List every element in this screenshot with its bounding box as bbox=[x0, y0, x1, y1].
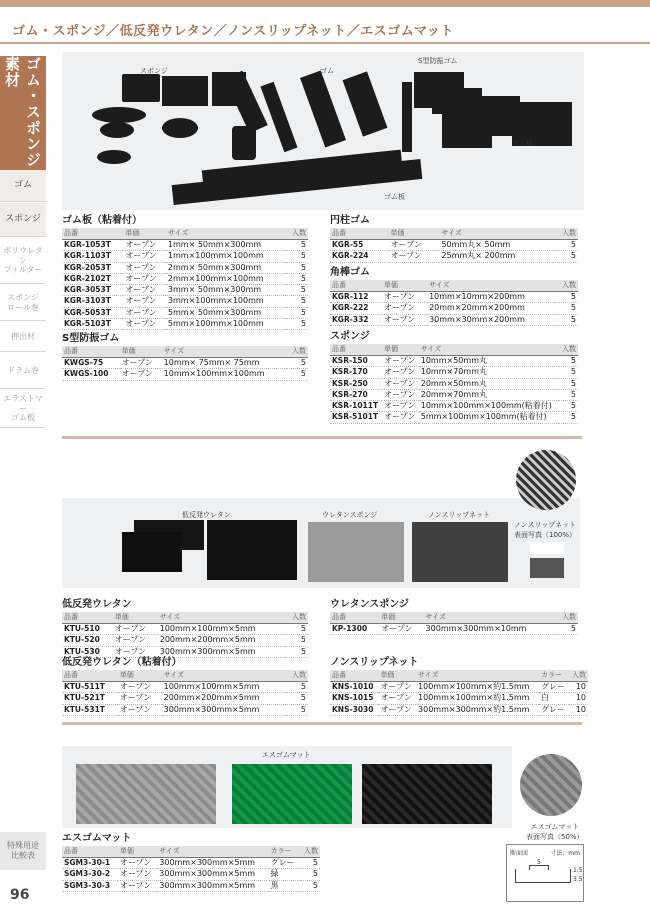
sidebar-item-drum[interactable]: ドラム巻 bbox=[0, 353, 46, 389]
sponge-cell: 5 bbox=[559, 412, 578, 423]
sidebar-item-oshidashi[interactable]: 押出材 bbox=[0, 322, 46, 352]
kakubo-table bbox=[330, 280, 578, 326]
nonslip-header-1: 単価 bbox=[378, 670, 416, 682]
photo-label-s-gomu-mat: エスゴムマット bbox=[262, 751, 311, 759]
gomuita-cell: 1mm× 50mm×300mm bbox=[166, 240, 286, 251]
enchu-header-0: 品番 bbox=[330, 228, 389, 240]
sgomu-title: エスゴムマット bbox=[62, 833, 132, 844]
teihan-cell: KTU-510 bbox=[62, 624, 113, 635]
gomuita-cell: 5 bbox=[286, 262, 308, 273]
teihan-cell: 100mm×100mm×5mm bbox=[158, 624, 285, 635]
sponge-cell: オープン bbox=[382, 378, 419, 389]
urethan-header-1: 単価 bbox=[379, 612, 423, 624]
teihanT-title: 低反発ウレタン（粘着付） bbox=[62, 657, 182, 668]
gomuita-cell: オープン bbox=[123, 251, 166, 262]
sponge-cell: オープン bbox=[382, 367, 419, 378]
photo-label-gomu: ゴム bbox=[320, 67, 334, 75]
enchu-cell: オープン bbox=[389, 251, 440, 262]
table-row bbox=[62, 693, 308, 704]
sgomu-cell: 300mm×300mm×5mm bbox=[157, 869, 268, 880]
urethan-header-3: 入数 bbox=[555, 612, 578, 624]
bouShin-header-0: 品番 bbox=[62, 346, 120, 358]
teihanT-header-2: サイズ bbox=[162, 670, 286, 682]
bouShin-cell: 10mm×100mm×100mm bbox=[162, 369, 287, 380]
sponge-table bbox=[330, 344, 578, 424]
teihan-cell: オープン bbox=[113, 646, 158, 657]
gomuita-cell: 5 bbox=[286, 240, 308, 251]
gomuita-header-2: サイズ bbox=[166, 228, 286, 240]
teihanT-cell: 100mm×100mm×5mm bbox=[162, 682, 286, 693]
table-row bbox=[330, 314, 578, 325]
sponge-cell: 5 bbox=[559, 356, 578, 367]
nonslip-cell: KNS-1010 bbox=[330, 682, 378, 693]
nonslip-header-3: カラー bbox=[539, 670, 569, 682]
teihan-cell: オープン bbox=[113, 635, 158, 646]
kakubo-cell: 5 bbox=[555, 303, 578, 314]
rubber-sponge-photo bbox=[62, 52, 584, 210]
teihan-header-1: 単価 bbox=[113, 612, 158, 624]
sgomu-header-4: 入数 bbox=[300, 846, 320, 858]
sponge-header-0: 品番 bbox=[330, 344, 382, 356]
urethan-cell: 5 bbox=[555, 624, 578, 635]
gomuita-cell: 2mm×100mm×100mm bbox=[166, 273, 286, 284]
sponge-cell: 5 bbox=[559, 367, 578, 378]
sponge-cell: 10mm×100mm×100mm(粘着付) bbox=[419, 401, 560, 412]
photo-label-urethan: ウレタンスポンジ bbox=[322, 511, 378, 519]
sidebar-item-gomu[interactable]: ゴム bbox=[0, 170, 46, 202]
urethane-net-photo bbox=[62, 498, 580, 588]
gomuita-cell: 5 bbox=[286, 251, 308, 262]
teihan-header-2: サイズ bbox=[158, 612, 285, 624]
table-row bbox=[62, 296, 308, 307]
photo-label-s-gomu-surface: エスゴムマット 表面写真（50%） bbox=[526, 823, 584, 841]
photo-label-sponge: スポンジ bbox=[140, 67, 168, 75]
enchu-cell: オープン bbox=[389, 240, 440, 251]
teihanT-header-1: 単価 bbox=[118, 670, 162, 682]
legend-v2: 1.5 bbox=[573, 867, 583, 874]
sidebar-title: ゴム・スポンジ素材 bbox=[0, 56, 46, 170]
page-title: ゴム・スポンジ／低反発ウレタン／ノンスリップネット／エスゴムマット bbox=[12, 24, 454, 39]
gomuita-cell: 3mm× 50mm×300mm bbox=[166, 285, 286, 296]
sponge-cell: KSR-1011T bbox=[330, 401, 382, 412]
page-header bbox=[0, 0, 650, 46]
sgomu-cell: 5 bbox=[300, 880, 320, 891]
sponge-cell: オープン bbox=[382, 356, 419, 367]
bouShin-cell: KWGS-75 bbox=[62, 358, 120, 369]
teihanT-cell: オープン bbox=[118, 682, 162, 693]
enchu-header-2: サイズ bbox=[439, 228, 551, 240]
sgomu-cell: SGM3-30-3 bbox=[62, 880, 118, 891]
table-row bbox=[62, 262, 308, 273]
sgomu-header-0: 品番 bbox=[62, 846, 118, 858]
kakubo-section bbox=[330, 266, 578, 326]
gomuita-section bbox=[62, 214, 308, 330]
sponge-header-2: サイズ bbox=[419, 344, 560, 356]
teihanT-cell: 5 bbox=[286, 704, 308, 715]
gomuita-title: ゴム板（粘着付） bbox=[62, 215, 142, 226]
gomuita-cell: 1mm×100mm×100mm bbox=[166, 251, 286, 262]
teihanT-cell: 200mm×200mm×5mm bbox=[162, 693, 286, 704]
table-row bbox=[62, 273, 308, 284]
gomuita-cell: 5 bbox=[286, 285, 308, 296]
teihanT-cell: 300mm×300mm×5mm bbox=[162, 704, 286, 715]
legend-label-unit: 寸法：mm bbox=[550, 850, 580, 857]
table-row bbox=[62, 358, 308, 369]
kakubo-cell: KGR-332 bbox=[330, 314, 382, 325]
bouShin-section bbox=[62, 332, 308, 381]
sponge-cell: オープン bbox=[382, 412, 419, 423]
gomuita-header-0: 品番 bbox=[62, 228, 123, 240]
enchu-header-3: 入数 bbox=[552, 228, 578, 240]
teihan-section bbox=[62, 598, 308, 658]
nonslip-cell: 白 bbox=[539, 693, 569, 704]
table-row bbox=[330, 251, 578, 262]
sgomu-cell: オープン bbox=[118, 880, 157, 891]
sgomu-header-2: サイズ bbox=[157, 846, 268, 858]
gomuita-cell: KGR-1103T bbox=[62, 251, 123, 262]
nonslip-cell: 10 bbox=[569, 682, 588, 693]
gomuita-cell: オープン bbox=[123, 296, 166, 307]
teihan-cell: KTU-530 bbox=[62, 646, 113, 657]
table-row bbox=[330, 303, 578, 314]
sgomu-header-1: 単価 bbox=[118, 846, 157, 858]
photo-label-teihan: 低反発ウレタン bbox=[182, 511, 231, 519]
table-row bbox=[330, 292, 578, 303]
gomuita-cell: オープン bbox=[123, 262, 166, 273]
gomuita-cell: KGR-3103T bbox=[62, 296, 123, 307]
nonslip-header-2: サイズ bbox=[416, 670, 539, 682]
sponge-cell: 5 bbox=[559, 389, 578, 400]
urethan-header-2: サイズ bbox=[424, 612, 556, 624]
kakubo-cell: 10mm×10mm×200mm bbox=[427, 292, 555, 303]
bouShin-title: S型防振ゴム bbox=[62, 333, 120, 344]
enchu-cell: 50mm丸× 50mm bbox=[439, 240, 551, 251]
sponge-title: スポンジ bbox=[330, 331, 370, 342]
table-row bbox=[62, 624, 308, 635]
sidebar-item-elastomer[interactable]: エラストマー ゴム板 bbox=[0, 390, 46, 428]
cross-section-diagram bbox=[506, 844, 584, 902]
nonslip-cell: グレー bbox=[539, 704, 569, 715]
bouShin-header-3: 入数 bbox=[287, 346, 308, 358]
sponge-header-1: 単価 bbox=[382, 344, 419, 356]
legend-label-danmen: 断面図 bbox=[510, 850, 529, 857]
nonslip-table bbox=[330, 670, 588, 716]
kakubo-title: 角棒ゴム bbox=[330, 267, 370, 278]
table-row bbox=[62, 858, 320, 869]
kakubo-cell: オープン bbox=[382, 314, 427, 325]
header-rule bbox=[0, 42, 650, 44]
enchu-title: 円柱ゴム bbox=[330, 215, 370, 226]
sgomu-cell: オープン bbox=[118, 858, 157, 869]
gomuita-cell: KGR-1053T bbox=[62, 240, 123, 251]
table-row bbox=[62, 869, 320, 880]
gomuita-table bbox=[62, 228, 308, 330]
nonslip-cell: 300mm×300mm×約1.5mm bbox=[416, 704, 539, 715]
kakubo-header-2: サイズ bbox=[427, 280, 555, 292]
table-row bbox=[330, 682, 588, 693]
gomuita-header-3: 入数 bbox=[286, 228, 308, 240]
section-divider bbox=[62, 436, 582, 439]
teihanT-cell: オープン bbox=[118, 704, 162, 715]
table-row bbox=[62, 682, 308, 693]
teihanT-cell: KTU-511T bbox=[62, 682, 118, 693]
teihan-cell: 5 bbox=[285, 646, 308, 657]
table-row bbox=[62, 880, 320, 891]
nonslip-cell: オープン bbox=[378, 693, 416, 704]
gomuita-cell: 3mm×100mm×100mm bbox=[166, 296, 286, 307]
gomuita-cell: KGR-5053T bbox=[62, 307, 123, 318]
table-row bbox=[330, 624, 578, 635]
gomuita-cell: オープン bbox=[123, 319, 166, 330]
enchu-cell: 5 bbox=[552, 240, 578, 251]
kakubo-header-1: 単価 bbox=[382, 280, 427, 292]
photo-label-gomuita-2: ゴム板 bbox=[384, 193, 405, 201]
nonslip-cell: グレー bbox=[539, 682, 569, 693]
sgomu-cell: 300mm×300mm×5mm bbox=[157, 858, 268, 869]
enchu-section bbox=[330, 214, 578, 263]
teihanT-cell: 5 bbox=[286, 693, 308, 704]
nonslip-cell: 10 bbox=[569, 704, 588, 715]
kakubo-header-3: 入数 bbox=[555, 280, 578, 292]
gomuita-cell: オープン bbox=[123, 240, 166, 251]
table-row bbox=[330, 389, 578, 400]
sponge-cell: 20mm×50mm丸 bbox=[419, 378, 560, 389]
teihan-header-0: 品番 bbox=[62, 612, 113, 624]
gomuita-cell: オープン bbox=[123, 307, 166, 318]
gomuita-cell: 5mm× 50mm×300mm bbox=[166, 307, 286, 318]
sgomu-header-3: カラー bbox=[269, 846, 300, 858]
sponge-cell: KSR-170 bbox=[330, 367, 382, 378]
sponge-cell: オープン bbox=[382, 401, 419, 412]
header-bar bbox=[0, 0, 650, 7]
sponge-cell: 5 bbox=[559, 401, 578, 412]
bouShin-header-2: サイズ bbox=[162, 346, 287, 358]
urethan-table bbox=[330, 612, 578, 635]
enchu-cell: KGR-55 bbox=[330, 240, 389, 251]
nonslip-header-0: 品番 bbox=[330, 670, 378, 682]
sponge-cell: KSR-5101T bbox=[330, 412, 382, 423]
table-row bbox=[330, 704, 588, 715]
gomuita-cell: KGR-2053T bbox=[62, 262, 123, 273]
teihanT-header-3: 入数 bbox=[286, 670, 308, 682]
sgomu-section bbox=[62, 832, 320, 892]
sponge-section bbox=[330, 330, 578, 424]
table-row bbox=[330, 412, 578, 423]
teihanT-header-0: 品番 bbox=[62, 670, 118, 682]
sgomu-cell: SGM3-30-2 bbox=[62, 869, 118, 880]
table-row bbox=[62, 307, 308, 318]
gomuita-cell: KGR-5103T bbox=[62, 319, 123, 330]
photo-label-nonslip-surface: ノンスリップネット 表面写真（100%） bbox=[514, 521, 577, 539]
sgomu-cell: 緑 bbox=[269, 869, 300, 880]
teihanT-cell: KTU-521T bbox=[62, 693, 118, 704]
sponge-cell: 20mm×70mm丸 bbox=[419, 389, 560, 400]
photo-label-s-bouShin: S型防振ゴム bbox=[418, 57, 458, 65]
table-row bbox=[330, 378, 578, 389]
sponge-header-3: 入数 bbox=[559, 344, 578, 356]
photo-label-gomuita-1: ゴム板 bbox=[512, 139, 533, 147]
nonslip-cell: 10 bbox=[569, 693, 588, 704]
gomuita-cell: 5 bbox=[286, 307, 308, 318]
sidebar-item-polyurethane-filter[interactable]: ポリウレタン フィルター bbox=[0, 238, 46, 284]
kakubo-cell: オープン bbox=[382, 303, 427, 314]
enchu-cell: KGR-224 bbox=[330, 251, 389, 262]
sponge-cell: KSR-250 bbox=[330, 378, 382, 389]
urethan-cell: オープン bbox=[379, 624, 423, 635]
gomuita-cell: 2mm× 50mm×300mm bbox=[166, 262, 286, 273]
sponge-cell: KSR-270 bbox=[330, 389, 382, 400]
teihan-cell: KTU-520 bbox=[62, 635, 113, 646]
kakubo-cell: 30mm×30mm×200mm bbox=[427, 314, 555, 325]
sidebar-comparison-link[interactable]: 特殊用途 比較表 bbox=[0, 832, 46, 870]
gomuita-cell: 5 bbox=[286, 296, 308, 307]
gomuita-cell: 5mm×100mm×100mm bbox=[166, 319, 286, 330]
table-row bbox=[330, 240, 578, 251]
kakubo-cell: 5 bbox=[555, 292, 578, 303]
teihan-cell: 300mm×300mm×5mm bbox=[158, 646, 285, 657]
nonslip-cell: KNS-3030 bbox=[330, 704, 378, 715]
kakubo-cell: KGR-112 bbox=[330, 292, 382, 303]
nonslip-surface-closeup bbox=[516, 450, 576, 510]
nonslip-cell: オープン bbox=[378, 682, 416, 693]
enchu-cell: 5 bbox=[552, 251, 578, 262]
teihanT-table bbox=[62, 670, 308, 716]
bouShin-cell: オープン bbox=[120, 369, 162, 380]
table-row bbox=[330, 401, 578, 412]
nonslip-cell: 100mm×100mm×約1.5mm bbox=[416, 682, 539, 693]
bouShin-cell: 10mm× 75mm× 75mm bbox=[162, 358, 287, 369]
sgomu-cell: 5 bbox=[300, 869, 320, 880]
sponge-cell: オープン bbox=[382, 389, 419, 400]
teihan-header-3: 入数 bbox=[285, 612, 308, 624]
table-row bbox=[330, 367, 578, 378]
sgomu-cell: オープン bbox=[118, 869, 157, 880]
nonslip-section bbox=[330, 656, 588, 716]
table-row bbox=[330, 356, 578, 367]
gomuita-cell: 5 bbox=[286, 319, 308, 330]
urethan-title: ウレタンスポンジ bbox=[330, 599, 410, 610]
urethan-cell: 300mm×300mm×10mm bbox=[424, 624, 556, 635]
gomuita-cell: KGR-3053T bbox=[62, 285, 123, 296]
urethan-header-0: 品番 bbox=[330, 612, 379, 624]
bouShin-table bbox=[62, 346, 308, 381]
sgomu-table bbox=[62, 846, 320, 892]
section-divider-2 bbox=[62, 722, 582, 725]
teihanT-section bbox=[62, 656, 308, 716]
kakubo-cell: オープン bbox=[382, 292, 427, 303]
sidebar-item-sponge[interactable]: スポンジ bbox=[0, 203, 46, 237]
nonslip-title: ノンスリップネット bbox=[330, 657, 419, 668]
s-gomu-mat-photo bbox=[62, 746, 512, 828]
sgomu-cell: 300mm×300mm×5mm bbox=[157, 880, 268, 891]
teihan-cell: 5 bbox=[285, 635, 308, 646]
teihanT-cell: KTU-531T bbox=[62, 704, 118, 715]
page-number: 96 bbox=[10, 887, 30, 903]
table-row bbox=[62, 285, 308, 296]
table-row bbox=[62, 635, 308, 646]
nonslip-cell: オープン bbox=[378, 704, 416, 715]
bouShin-cell: オープン bbox=[120, 358, 162, 369]
sidebar-item-sponge-roll[interactable]: スポンジ ロール巻 bbox=[0, 285, 46, 321]
kakubo-cell: KGR-222 bbox=[330, 303, 382, 314]
s-gomu-surface-closeup bbox=[520, 754, 582, 816]
gomuita-cell: KGR-2102T bbox=[62, 273, 123, 284]
table-row bbox=[62, 251, 308, 262]
sponge-cell: 10mm×50mm丸 bbox=[419, 356, 560, 367]
sponge-cell: 5mm×100mm×100mm(粘着付) bbox=[419, 412, 560, 423]
photo-label-nonslip: ノンスリップネット bbox=[428, 511, 490, 519]
table-row bbox=[62, 704, 308, 715]
table-row bbox=[62, 319, 308, 330]
kakubo-cell: 5 bbox=[555, 314, 578, 325]
bouShin-cell: KWGS-100 bbox=[62, 369, 120, 380]
enchu-cell: 25mm丸× 200mm bbox=[439, 251, 551, 262]
sgomu-cell: 黒 bbox=[269, 880, 300, 891]
gomuita-cell: オープン bbox=[123, 273, 166, 284]
urethan-section bbox=[330, 598, 578, 635]
sponge-cell: KSR-150 bbox=[330, 356, 382, 367]
teihan-title: 低反発ウレタン bbox=[62, 599, 132, 610]
teihan-cell: 200mm×200mm×5mm bbox=[158, 635, 285, 646]
sgomu-cell: SGM3-30-1 bbox=[62, 858, 118, 869]
sgomu-cell: グレー bbox=[269, 858, 300, 869]
enchu-table bbox=[330, 228, 578, 263]
sponge-cell: 5 bbox=[559, 378, 578, 389]
nonslip-cell: KNS-1015 bbox=[330, 693, 378, 704]
urethan-cell: KP-1300 bbox=[330, 624, 379, 635]
teihan-table bbox=[62, 612, 308, 658]
teihanT-cell: 5 bbox=[286, 682, 308, 693]
enchu-header-1: 単価 bbox=[389, 228, 440, 240]
teihan-cell: オープン bbox=[113, 624, 158, 635]
sgomu-cell: 5 bbox=[300, 858, 320, 869]
sponge-cell: 10mm×70mm丸 bbox=[419, 367, 560, 378]
nonslip-cell: 100mm×100mm×約1.5mm bbox=[416, 693, 539, 704]
table-row bbox=[62, 369, 308, 380]
bouShin-cell: 5 bbox=[287, 358, 308, 369]
bouShin-cell: 5 bbox=[287, 369, 308, 380]
table-row bbox=[62, 240, 308, 251]
table-row bbox=[330, 693, 588, 704]
nonslip-header-4: 入数 bbox=[569, 670, 588, 682]
legend-v1: 5 bbox=[537, 859, 541, 866]
teihanT-cell: オープン bbox=[118, 693, 162, 704]
kakubo-cell: 20mm×20mm×200mm bbox=[427, 303, 555, 314]
gomuita-header-1: 単価 bbox=[123, 228, 166, 240]
teihan-cell: 5 bbox=[285, 624, 308, 635]
bouShin-header-1: 単価 bbox=[120, 346, 162, 358]
gomuita-cell: オープン bbox=[123, 285, 166, 296]
legend-v3: 3.5 bbox=[573, 876, 583, 883]
kakubo-header-0: 品番 bbox=[330, 280, 382, 292]
gomuita-cell: 5 bbox=[286, 273, 308, 284]
